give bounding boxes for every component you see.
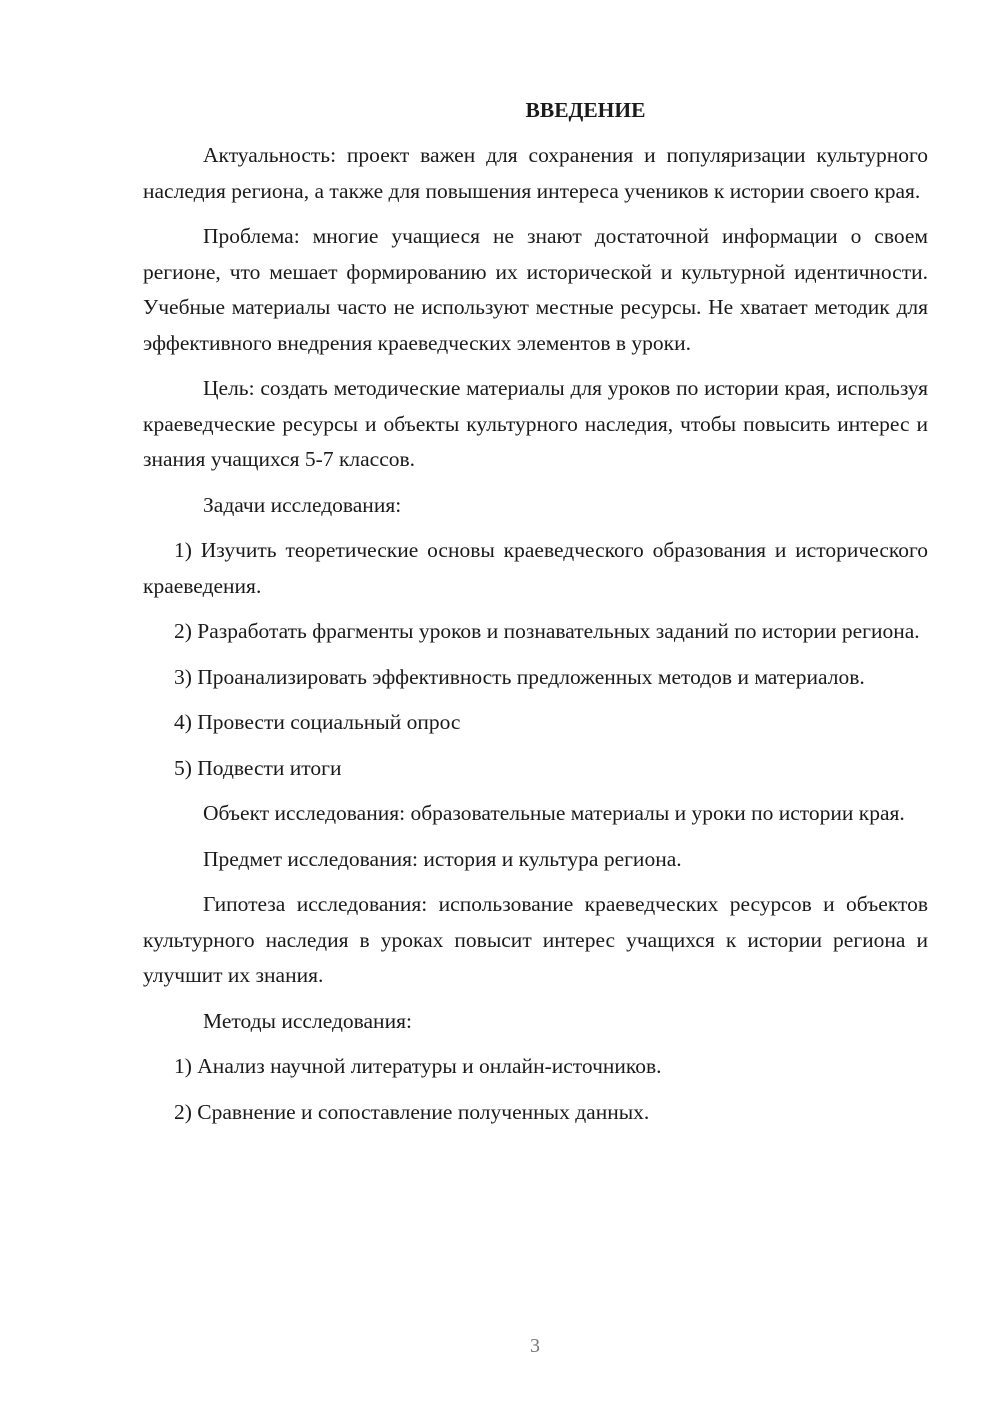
document-title: ВВЕДЕНИЕ xyxy=(525,98,646,122)
object-paragraph: Объект исследования: образовательные материалы и уроки по истории края. xyxy=(203,801,905,825)
document-page xyxy=(143,93,928,1140)
task-item-5: 5) Подвести итоги xyxy=(174,755,342,780)
goal-paragraph: Цель: создать методические материалы для уроков по истории края, используя краеведческие ресурсы и объекты культурного наследия, чтобы повысить интерес и знания учащихся 5-7 классов. xyxy=(143,376,928,471)
relevance-paragraph: Актуальность: проект важен для сохранения и популяризации культурного наследия региона, а также для повышения интереса учеников к истории своего края. xyxy=(143,143,928,203)
page-number: 3 xyxy=(530,1335,540,1357)
task-item-1: 1) Изучить теоретические основы краеведческого образования и исторического краеведения. xyxy=(143,538,928,598)
method-item-2: 2) Сравнение и сопоставление полученных данных. xyxy=(174,1099,650,1124)
hypothesis-paragraph: Гипотеза исследования: использование краеведческих ресурсов и объектов культурного наследия в уроках повысит интерес учащихся к истории региона и улучшит их знания. xyxy=(143,892,928,987)
methods-heading: Методы исследования: xyxy=(203,1008,412,1033)
task-item-2: 2) Разработать фрагменты уроков и познавательных заданий по истории региона. xyxy=(174,619,920,643)
subject-paragraph: Предмет исследования: история и культура региона. xyxy=(203,846,682,871)
task-item-4: 4) Провести социальный опрос xyxy=(174,710,461,734)
method-item-1: 1) Анализ научной литературы и онлайн-источников. xyxy=(174,1054,662,1078)
task-item-3: 3) Проанализировать эффективность предложенных методов и материалов. xyxy=(174,664,865,689)
problem-paragraph: Проблема: многие учащиеся не знают достаточной информации о своем регионе, что мешает формированию их исторической и культурной идентичности. Учебные материалы часто не используют местные ресурсы. Не хватает методик для эффективного внедрения краеведческих элементов в уроки. xyxy=(143,224,928,355)
tasks-heading: Задачи исследования: xyxy=(203,492,402,517)
